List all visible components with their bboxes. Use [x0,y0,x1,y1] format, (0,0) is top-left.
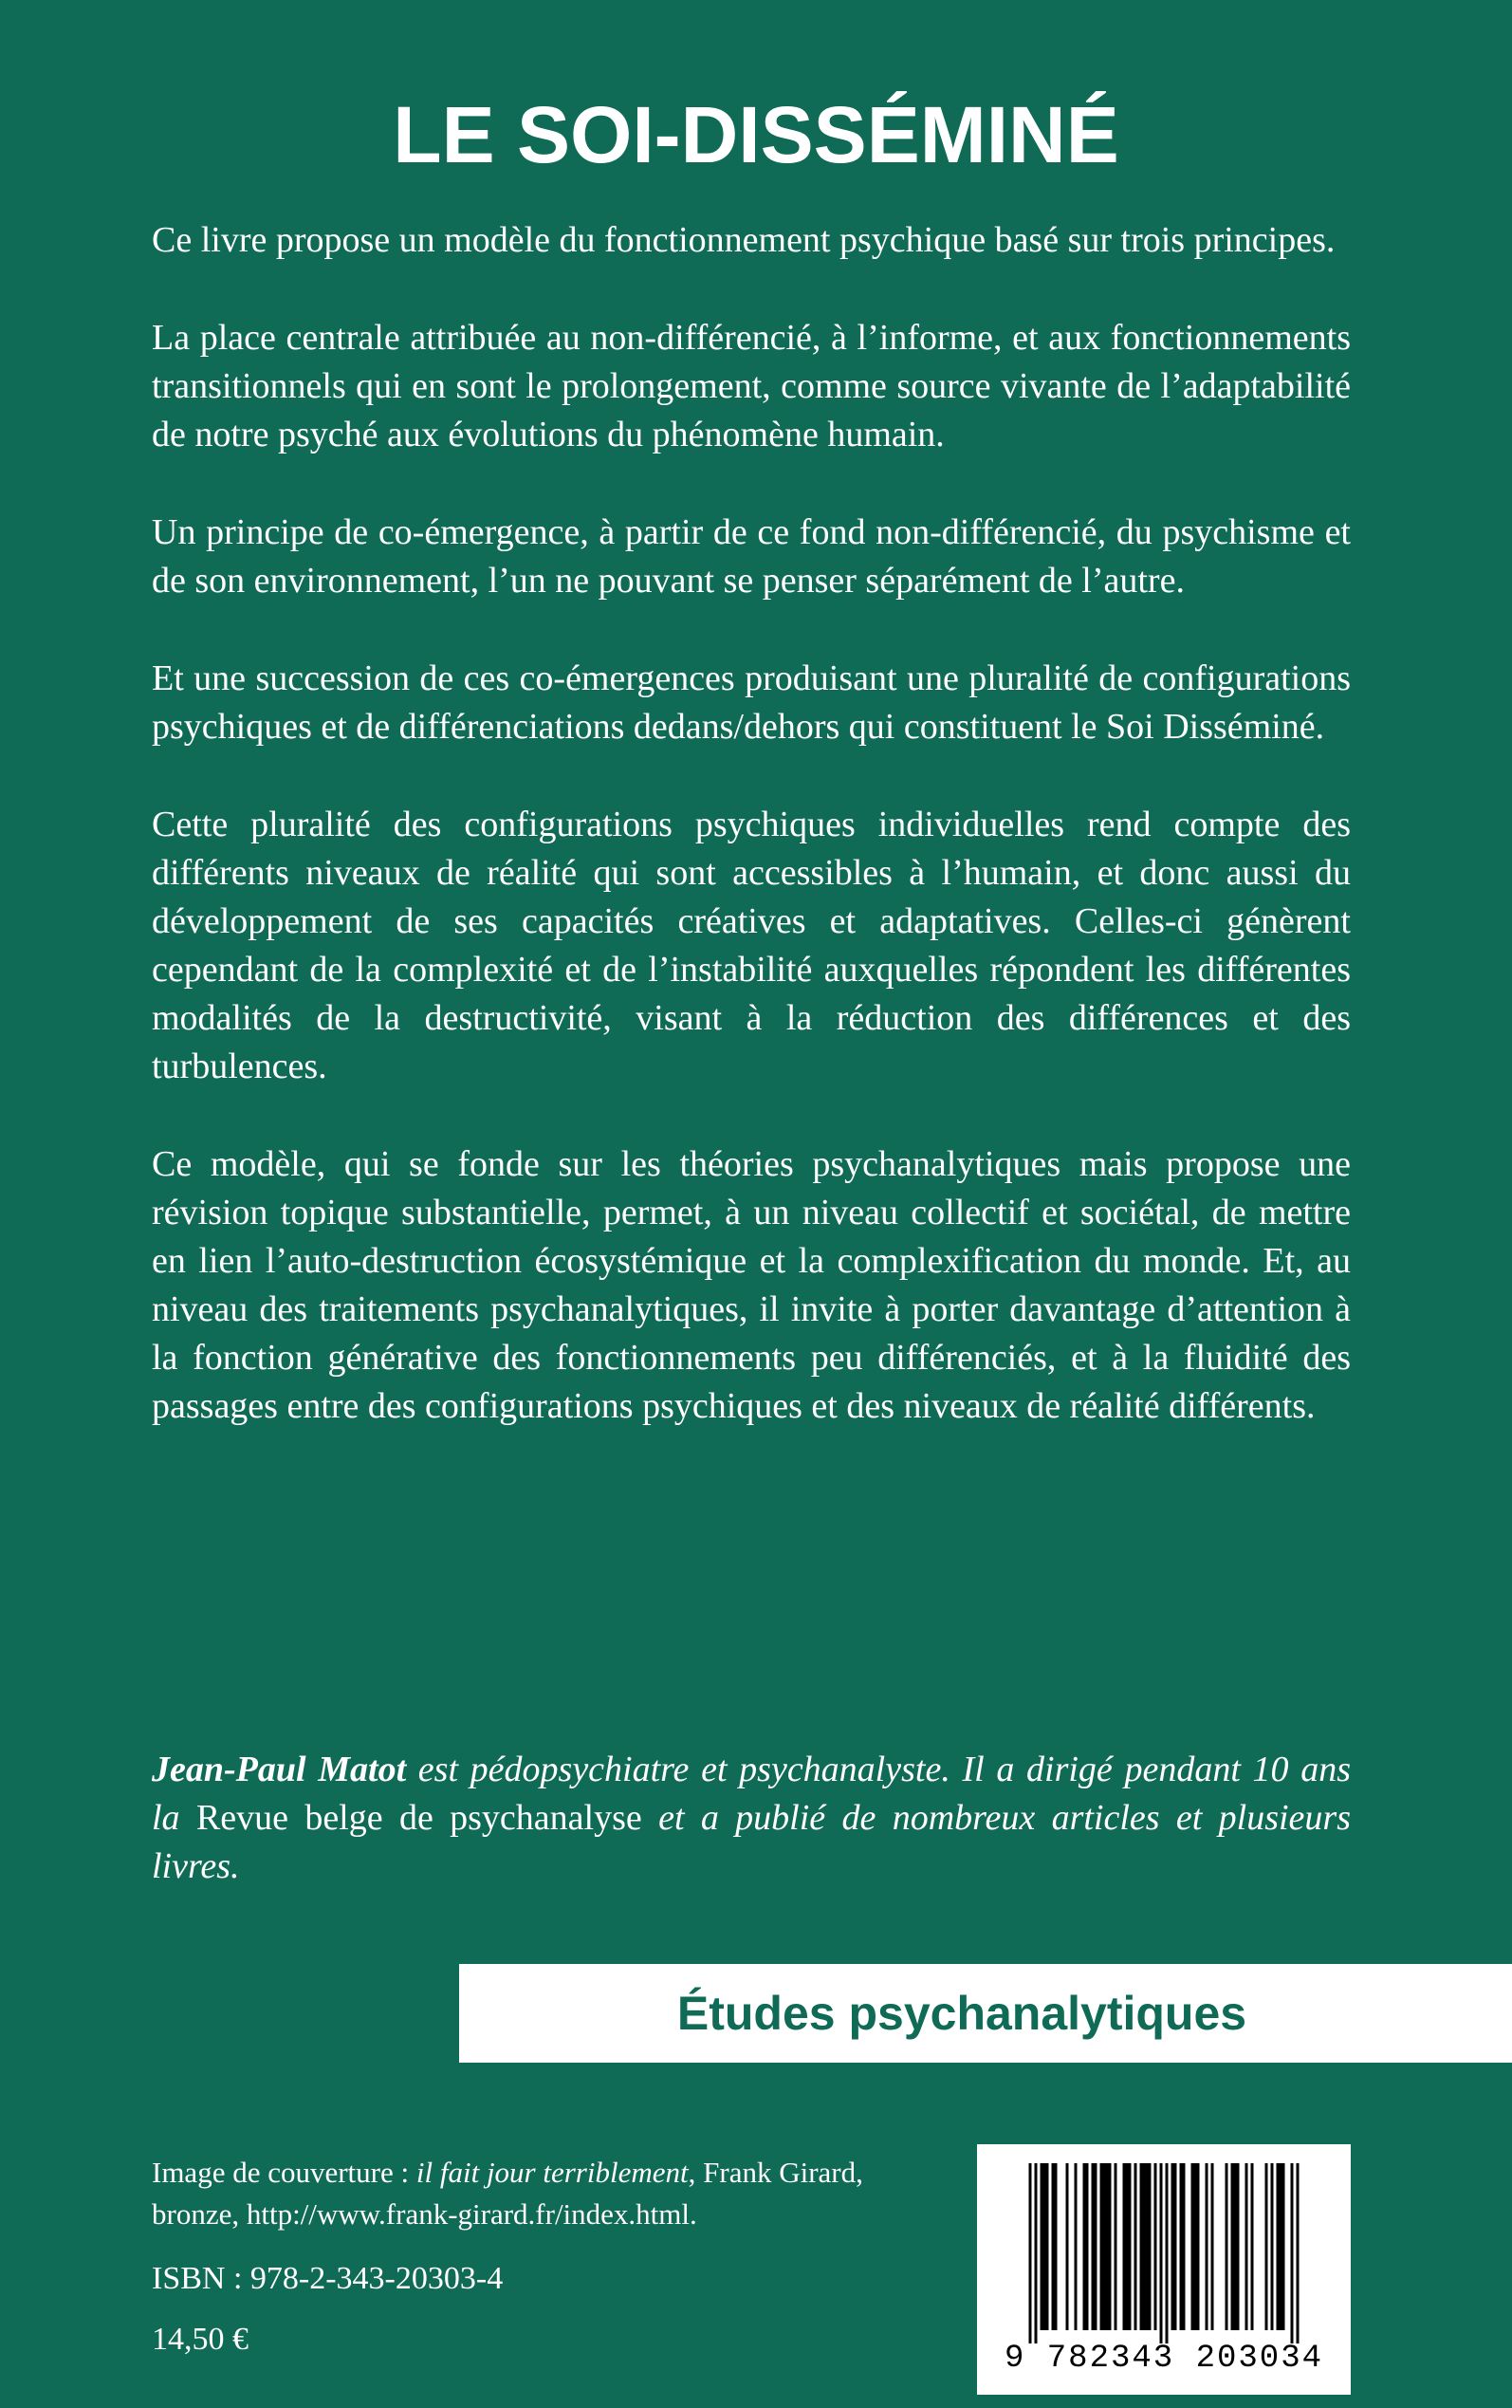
barcode-bar [1154,2163,1157,2330]
barcode-bar [1197,2163,1200,2330]
barcode-bar [1035,2163,1038,2343]
author-bio [152,1746,1351,1891]
barcode-bar [1134,2163,1137,2330]
barcode-bar [1095,2163,1097,2330]
barcode-bar [1100,2163,1103,2330]
barcode-bar [1226,2163,1228,2330]
blurb-paragraph: Un principe de co-émergence, à partir de ce fond non-différencié, du psychisme et de son environnement, l’un ne pouvant se penser séparément de l’autre. [152,512,1351,601]
barcode-bar [1231,2163,1234,2330]
cover-image-credit [152,2152,949,2235]
credit-prefix: Image de couverture : [152,2156,416,2189]
barcode-bar [1066,2163,1069,2330]
barcode-bar [1166,2163,1169,2343]
blurb-paragraph: Cette pluralité des configurations psychiques individuelles rend compte des différents niveaux de réalité qui sont accessibles à l’humain, et donc aussi du développement de ses capacités créatives et adaptatives. Celles-ci génèrent cependant de la complexité et de l’instabilité auxquelles répondent les différentes modalités de la destructivité, visant à la réduction des différences et des turbulences. [152,805,1351,1086]
barcode-bar [1149,2163,1152,2330]
barcode-bar [1191,2163,1194,2330]
barcode-bar [1160,2163,1163,2343]
barcode-bar [1055,2163,1058,2330]
barcode-bar [1234,2163,1237,2330]
journal-name: Revue belge de psychanalyse [195,1798,642,1838]
credit-suffix: , Frank Girard, bronze, http://www.frank-girard.fr/index.html. [152,2156,863,2231]
barcode-bar [1083,2163,1086,2330]
barcode-bar [1206,2163,1208,2330]
barcode-bar [1237,2163,1240,2330]
blurb [152,216,1351,1480]
price: 14,50 € [152,2322,249,2357]
barcode-bar [1103,2163,1106,2330]
barcode-bar [1123,2163,1126,2330]
barcode [977,2144,1351,2395]
series-banner [459,1964,1512,2063]
author-name: Jean-Paul Matot [152,1750,407,1789]
barcode-bar [1129,2163,1132,2330]
series-label: Études psychanalytiques [676,1987,1247,2040]
barcode-bar [1041,2163,1043,2330]
barcode-bar [1265,2163,1268,2330]
barcode-bar [1143,2163,1146,2330]
barcode-bar [1280,2163,1282,2330]
barcode-bar [1140,2163,1143,2330]
barcode-bar [1291,2163,1294,2343]
barcode-bar [1180,2163,1183,2330]
barcode-bar [1194,2163,1197,2330]
book-title: LE SOI-DISSÉMINÉ [393,90,1119,179]
barcode-bar [1052,2163,1055,2330]
barcode-bar [1282,2163,1285,2330]
barcode-bar [1277,2163,1280,2330]
barcode-bar [1297,2163,1300,2343]
blurb-paragraph: Ce livre propose un modèle du fonctionnement psychique basé sur trois principes. [152,220,1336,260]
barcode-bar [1029,2163,1032,2343]
isbn: ISBN : 978-2-343-20303-4 [152,2261,504,2296]
barcode-bar [1115,2163,1117,2330]
barcode-bar [1211,2163,1214,2330]
barcode-bar [1086,2163,1089,2330]
barcode-bar [1106,2163,1109,2330]
barcode-bar [1183,2163,1186,2330]
barcode-bar [1271,2163,1274,2330]
barcode-bar [1109,2163,1112,2330]
barcode-digits: 9 782343 203034 [1004,2341,1324,2377]
barcode-bar [1174,2163,1177,2330]
barcode-bar [1075,2163,1078,2330]
barcode-bar [1043,2163,1046,2330]
author-bio-text-end: et a publié de nombreux articles et plusieurs livres. [152,1798,1352,1886]
barcode-bar [1146,2163,1149,2330]
barcode-bar [1046,2163,1049,2330]
author-bio-text: est pédopsychiatre et psychanalyste. Il a dirigé pendant 10 ans la [152,1750,1351,1838]
credit-work-title: il fait jour terriblement [415,2156,689,2189]
barcode-bar [1092,2163,1095,2330]
blurb-paragraph: Ce modèle, qui se fonde sur les théories psychanalytiques mais propose une révision topique substantielle, permet, à un niveau collectif et sociétal, de mettre en lien l’auto-destruction écosystémique et la complexification du monde. Et, au niveau des traitements psychanalytiques, il invite à porter davantage d’attention à la fonction générative des fonctionnements peu différenciés, et à la fluidité des passages entre des configurations psychiques et des niveaux de réalité différents. [152,1144,1351,1426]
barcode-bar [1251,2163,1254,2330]
blurb-paragraph: Et une succession de ces co-émergences produisant une pluralité de configurations psychiques et de différenciations dedans/dehors qui constituent le Soi Disséminé. [152,658,1351,747]
barcode-bar [1245,2163,1248,2330]
barcode-bars [977,2144,1351,2343]
barcode-bar [1171,2163,1174,2330]
blurb-paragraph: La place centrale attribuée au non-différencié, à l’informe, et aux fonctionnements transitionnels qui en sont le prolongement, comme source vivante de l’adaptabilité de notre psyché aux évolutions du phénomène humain. [152,318,1351,454]
barcode-bar [1126,2163,1129,2330]
